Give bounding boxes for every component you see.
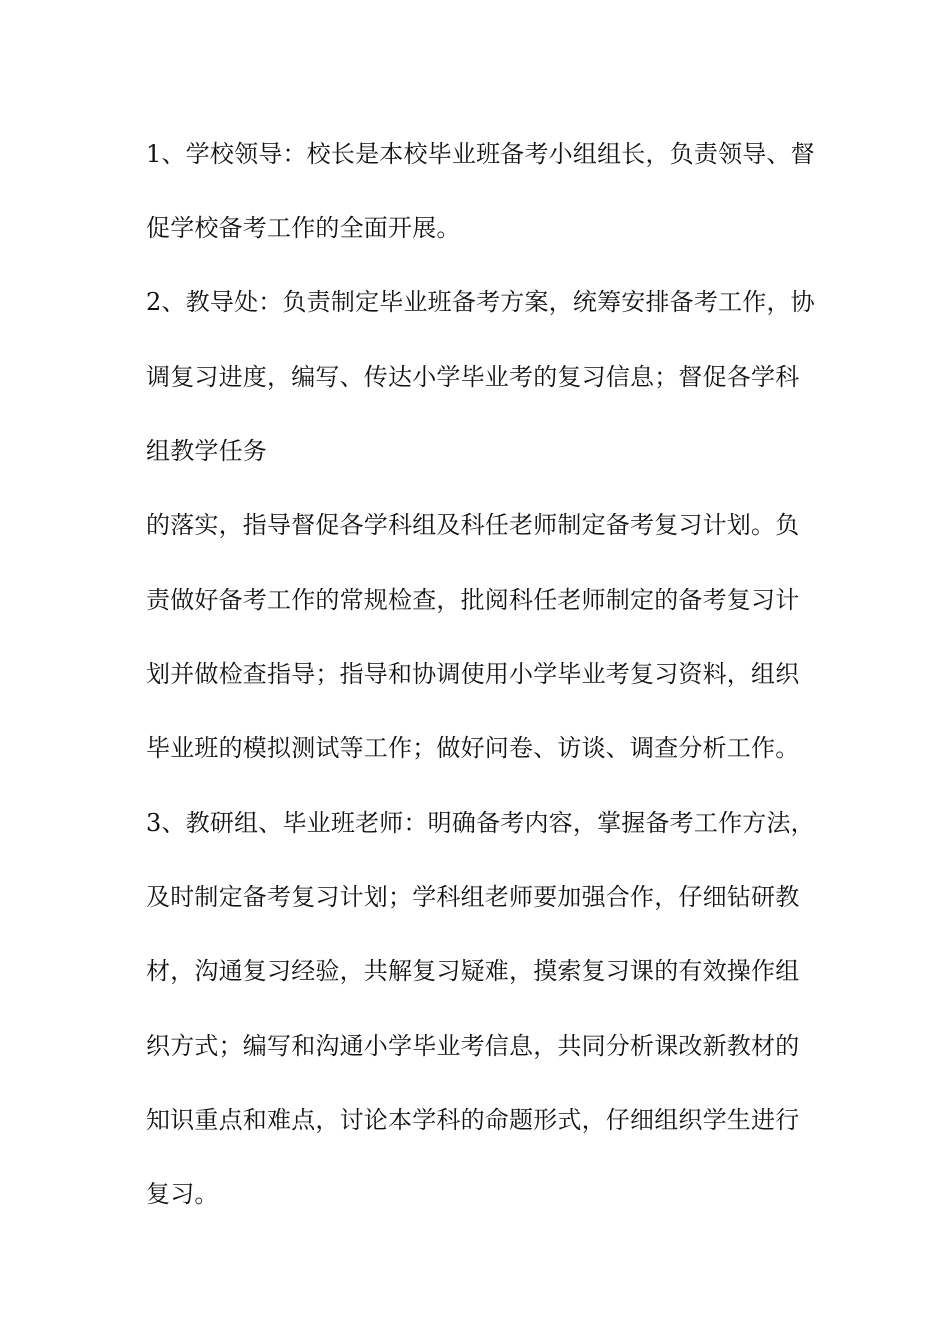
text-line-14: 知识重点和难点，讨论本学科的命题形式，仔细组织学生进行 — [146, 1106, 800, 1134]
text-line-11: 及时制定备考复习计划；学科组老师要加强合作，仔细钻研教 — [146, 883, 800, 911]
text-line-9: 毕业班的模拟测试等工作；做好问卷、访谈、调查分析工作。 — [146, 734, 800, 762]
text-line-5: 组教学任务 — [146, 437, 267, 465]
text-line-2: 促学校备考工作的全面开展。 — [146, 214, 461, 242]
text-line-4: 调复习进度，编写、传达小学毕业考的复习信息；督促各学科 — [146, 363, 800, 391]
text-line-15: 复习。 — [146, 1180, 219, 1208]
text-line-10: 3、教研组、毕业班老师：明确备考内容，掌握备考工作方法， — [146, 809, 815, 837]
text-line-6: 的落实，指导督促各学科组及科任老师制定备考复习计划。负 — [146, 511, 800, 539]
text-line-3: 2、教导处：负责制定毕业班备考方案，统筹安排备考工作，协 — [146, 288, 815, 316]
text-line-12: 材，沟通复习经验，共解复习疑难，摸索复习课的有效操作组 — [146, 957, 800, 985]
text-line-7: 责做好备考工作的常规检查，批阅科任老师制定的备考复习计 — [146, 586, 800, 614]
text-line-1: 1、学校领导：校长是本校毕业班备考小组组长，负责领导、督 — [146, 140, 815, 168]
text-line-8: 划并做检查指导；指导和协调使用小学毕业考复习资料，组织 — [146, 660, 800, 688]
text-line-13: 织方式；编写和沟通小学毕业考信息，共同分析课改新教材的 — [146, 1032, 800, 1060]
